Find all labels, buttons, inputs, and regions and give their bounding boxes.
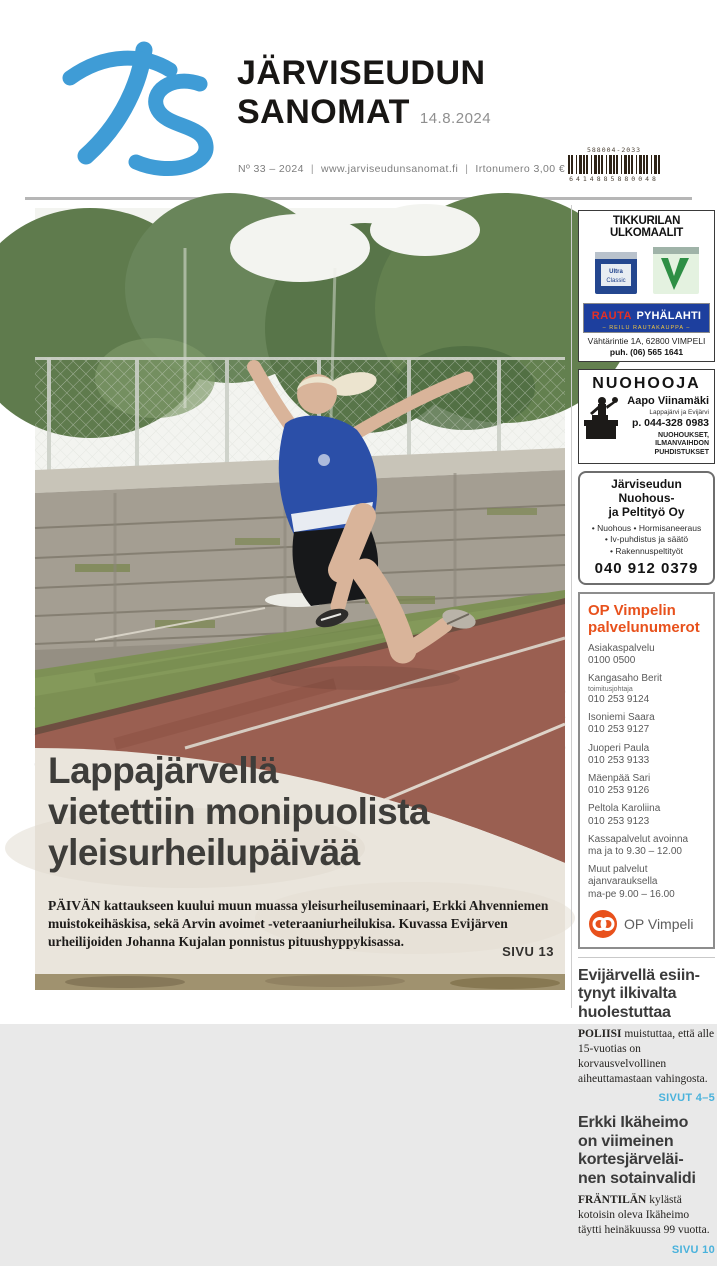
chimney-sweep-icon bbox=[584, 395, 622, 441]
main-page-ref: SIVU 13 bbox=[502, 944, 554, 959]
title-line1: JÄRVISEUDUN bbox=[237, 54, 486, 92]
teaser-body: POLIISI muistuttaa, että alle 15-vuotias on korvausvelvollinen aiheuttamastaan vahingosta. bbox=[578, 1028, 715, 1085]
op-bank-name: OP Vimpeli bbox=[624, 915, 694, 932]
pelti-phone: 040 912 0379 bbox=[594, 560, 699, 578]
website: www.jarviseudunsanomat.fi bbox=[321, 163, 459, 175]
teaser-section bbox=[578, 957, 715, 1256]
paint-cans-icon bbox=[589, 242, 705, 296]
op-logo-icon bbox=[588, 909, 618, 939]
store-name-red: RAUTA bbox=[591, 310, 632, 322]
pelti-title: Järviseudun Nuohous- ja Peltityö Oy bbox=[608, 477, 685, 519]
js-logo-icon bbox=[48, 40, 238, 170]
store-phone: puh. (06) 565 1641 bbox=[609, 347, 684, 358]
op-entry: Juoperi Paula 010 253 9133 bbox=[588, 742, 650, 766]
op-bank-box bbox=[578, 592, 715, 949]
main-lead-paragraph: PÄIVÄN kattaukseen kuului muun muassa yleisurheiluseminaari, Erkki Ahvenniemen muistokeihäskisa, sekä Arvin avoimet -veteraaniurheilukisa. Kuvassa Evijärven urheilijoiden Johanna Kujalan ponnistus pituushyppykisassa. bbox=[48, 898, 549, 949]
issue-date: 14.8.2024 bbox=[419, 110, 492, 127]
op-logo-row bbox=[588, 909, 705, 939]
op-entry: Isoniemi Saara 010 253 9127 bbox=[588, 712, 655, 736]
issue-number: Nº 33 – 2024 bbox=[238, 163, 304, 175]
store-slogan: – REILU RAUTAKAUPPA – bbox=[602, 325, 691, 331]
teaser-page-ref: SIVU 10 bbox=[671, 1243, 715, 1256]
pelti-services: • Nuohous • Hormisaneeraus • Iv-puhdistus ja säätö • Rakennuspeltityöt bbox=[591, 522, 702, 556]
store-name-bar bbox=[583, 303, 710, 333]
svg-text:Ultra: Ultra bbox=[608, 269, 623, 275]
teaser-article bbox=[578, 1114, 715, 1255]
store-name-white: PYHÄLAHTI bbox=[636, 310, 702, 322]
sweep-area: Lappajärvi ja Evijärvi bbox=[649, 408, 709, 416]
teaser-article bbox=[578, 967, 715, 1105]
title-line2: SANOMAT 14.8.2024 bbox=[237, 93, 492, 131]
teaser-page-ref: SIVUT 4–5 bbox=[658, 1092, 715, 1105]
ad-paint-title: TIKKURILAN ULKOMAALIT bbox=[609, 215, 683, 239]
teaser-body: FRÄNTILÄN kylästä kotoisin oleva Ikäheimo täytti heinäkuussa 99 vuotta. bbox=[578, 1194, 710, 1236]
sweep-title: NUOHOOJA bbox=[592, 375, 701, 393]
op-title: OP Vimpelin palvelunumerot bbox=[588, 602, 700, 636]
op-hours: Muut palvelut ajanvarauksella ma-pe 9.00 – 16.00 bbox=[588, 864, 675, 900]
sweep-name: Aapo Viinamäki bbox=[627, 395, 709, 408]
main-headline: Lappajärvellä vietettiin monipuolista yleisurheilupäivää bbox=[48, 750, 430, 874]
issue-info-line: Nº 33 – 2024 | www.jarviseudunsanomat.fi | Irtonumero 3,00 € bbox=[238, 163, 566, 175]
barcode-bars-icon bbox=[568, 155, 660, 174]
op-entry: Mäenpää Sari 010 253 9126 bbox=[588, 773, 651, 797]
header-divider bbox=[25, 197, 692, 200]
column-divider bbox=[571, 205, 572, 1008]
ad-chimney-sweep bbox=[578, 369, 715, 464]
sweep-services: NUOHOUKSET, ILMANVAIHDON PUHDISTUKSET bbox=[654, 432, 709, 456]
barcode-top-number: 588004-2033 bbox=[586, 146, 642, 154]
op-hours: Kassapalvelut avoinna ma ja to 9.30 – 12.00 bbox=[588, 833, 689, 857]
svg-text:Classic: Classic bbox=[605, 278, 626, 284]
op-entry: Peltola Karoliina 010 253 9123 bbox=[588, 803, 661, 827]
ad-sheet-metal bbox=[578, 471, 715, 585]
dirt-strip bbox=[35, 974, 565, 990]
newspaper-title bbox=[237, 56, 491, 129]
price: Irtonumero 3,00 € bbox=[475, 163, 566, 175]
teaser-headline: Erkki Ikäheimo on viimeinen kortesjärveläi- nen sotainvalidi bbox=[578, 1114, 696, 1187]
teaser-headline: Evijärvellä esiin- tynyt ilkivalta huolestuttaa bbox=[578, 966, 700, 1021]
barcode-bottom-number: 6414885880048 bbox=[569, 175, 659, 183]
right-column bbox=[578, 210, 715, 1266]
lead-prefix: PÄIVÄN bbox=[48, 898, 101, 913]
op-entry: Kangasaho Berit toimitusjohtaja 010 253 9124 bbox=[588, 673, 662, 706]
op-entry: Asiakaspalvelu 0100 0500 bbox=[588, 643, 655, 667]
ad-paint-shop bbox=[578, 210, 715, 362]
store-address: Vähtärintie 1A, 62800 VIMPELI bbox=[587, 336, 706, 346]
barcode bbox=[564, 146, 664, 183]
sweep-phone: p. 044-328 0983 bbox=[631, 416, 709, 429]
